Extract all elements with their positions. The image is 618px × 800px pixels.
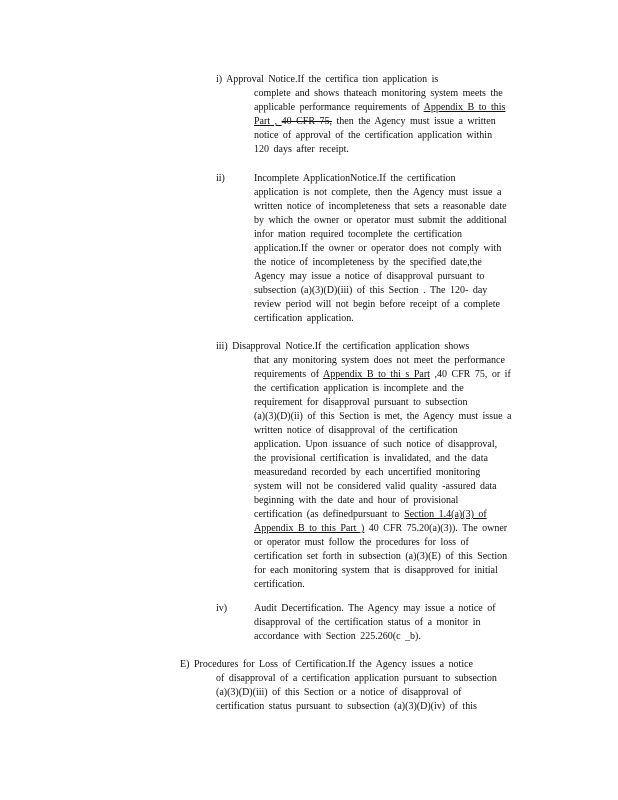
item-e-line-3: (a)(3)(D)(iii) of this Section or a notice of disapproval of [216, 687, 462, 698]
item-iii-line-7: written notice of disapproval of the certification [254, 425, 458, 436]
item-e-line-4: certification status pursuant to subsection (a)(3)(D)(iv) of this [216, 701, 477, 712]
item-iii-line-11: system will not be considered valid quality -assured data [254, 481, 497, 492]
item-e-line-2: of disapproval of a certification application pursuant to subsection [216, 673, 497, 684]
item-ii-line-3: written notice of incompleteness that sets a reasonable date [254, 201, 507, 212]
item-ii-line-10: review period will not begin before receipt of a complete [254, 299, 500, 310]
appendix-b-reference: Appendix B to this [423, 102, 506, 113]
item-ii-line-4: by which the owner or operator must submit the additional [254, 215, 507, 226]
item-i-line-1: i) Approval Notice.If the certifica tion application is [216, 74, 439, 85]
section-reference: Section 1.4(a)(3) of [404, 509, 487, 520]
item-iii-line-16: certification set forth in subsection (a)(3)(E) of this Section [254, 551, 508, 562]
item-iii-line-13: certification (as definedpursuant to Section 1.4(a)(3) of [254, 509, 487, 520]
item-iv-line-1: Audit Decertification. The Agency may issue a notice of [254, 603, 496, 614]
item-iii-line-4: the certification application is incomplete and the [254, 383, 464, 394]
item-iii-line-1: iii) Disapproval Notice.If the certification application shows [216, 341, 470, 352]
item-i-line-3: applicable performance requirements of Appendix B to this [254, 102, 506, 113]
item-iii-line-6: (a)(3)(D)(ii) of this Section is met, the Agency must issue a [254, 411, 512, 422]
struck-cfr-reference: 40 CFR 75, [281, 116, 333, 127]
item-ii-line-5: infor mation required tocomplete the certification [254, 229, 462, 240]
item-i-line-2: complete and shows thateach monitoring system meets the [254, 88, 503, 99]
item-iv-line-3: accordance with Section 225.260(c _b). [254, 631, 421, 642]
item-i-line-6: 120 days after receipt. [254, 144, 349, 155]
item-ii-line-1: Incomplete ApplicationNotice.If the certification [254, 173, 456, 184]
item-iii-line-9: the provisional certification is invalidated, and the data [254, 453, 488, 464]
item-ii-line-7: the notice of incompleteness by the specified date,the [254, 257, 482, 268]
item-iii-line-18: certification. [254, 579, 305, 590]
item-ii-line-6: application.If the owner or operator does not comply with [254, 243, 502, 254]
item-iii-line-8: application. Upon issuance of such notice of disapproval, [254, 439, 498, 450]
item-iv-line-2: disapproval of the certification status of a monitor in [254, 617, 481, 628]
item-iii-line-2: that any monitoring system does not meet the performance [254, 355, 505, 366]
item-iii-line-17: for each monitoring system that is disapproved for initial [254, 565, 498, 576]
item-iii-line-15: or operator must follow the procedures for loss of [254, 537, 469, 548]
item-i-line-5: notice of approval of the certification application within [254, 130, 493, 141]
item-i-marker: i) [216, 74, 223, 85]
item-i-heading: Approval Notice. [226, 74, 298, 85]
item-ii-line-2: application is not complete, then the Agency must issue a [254, 187, 502, 198]
appendix-b-reference: Appendix B to thi s Part [322, 369, 430, 380]
item-iv-marker: iv) [216, 603, 228, 614]
item-iii-line-10: measuredand recorded by each uncertified monitoring [254, 467, 481, 478]
item-e-line-1: E) Procedures for Loss of Certification.If the Agency issues a notice [180, 659, 473, 670]
item-iii-marker: iii) [216, 341, 228, 352]
item-iii-line-5: requirement for disapproval pursuant to subsection [254, 397, 468, 408]
item-ii-line-11: certification application. [254, 313, 354, 324]
item-i-line-4: Part , 40 CFR 75, then the Agency must issue a written [254, 116, 496, 127]
item-iii-line-14: Appendix B to this Part ) 40 CFR 75.20(a)(3)). The owner [254, 523, 508, 534]
item-iii-line-3: requirements of Appendix B to thi s Part ,40 CFR 75, or if [254, 369, 511, 380]
item-iii-line-12: beginning with the date and hour of provisional [254, 495, 459, 506]
item-ii-line-8: Agency may issue a notice of disapproval pursuant to [254, 271, 485, 282]
item-e-marker: E) [180, 659, 190, 670]
item-ii-marker: ii) [216, 173, 225, 184]
item-ii-line-9: subsection (a)(3)(D)(iii) of this Section . The 120- day [254, 285, 488, 296]
appendix-b-reference: Appendix B to this Part ) [254, 523, 365, 534]
